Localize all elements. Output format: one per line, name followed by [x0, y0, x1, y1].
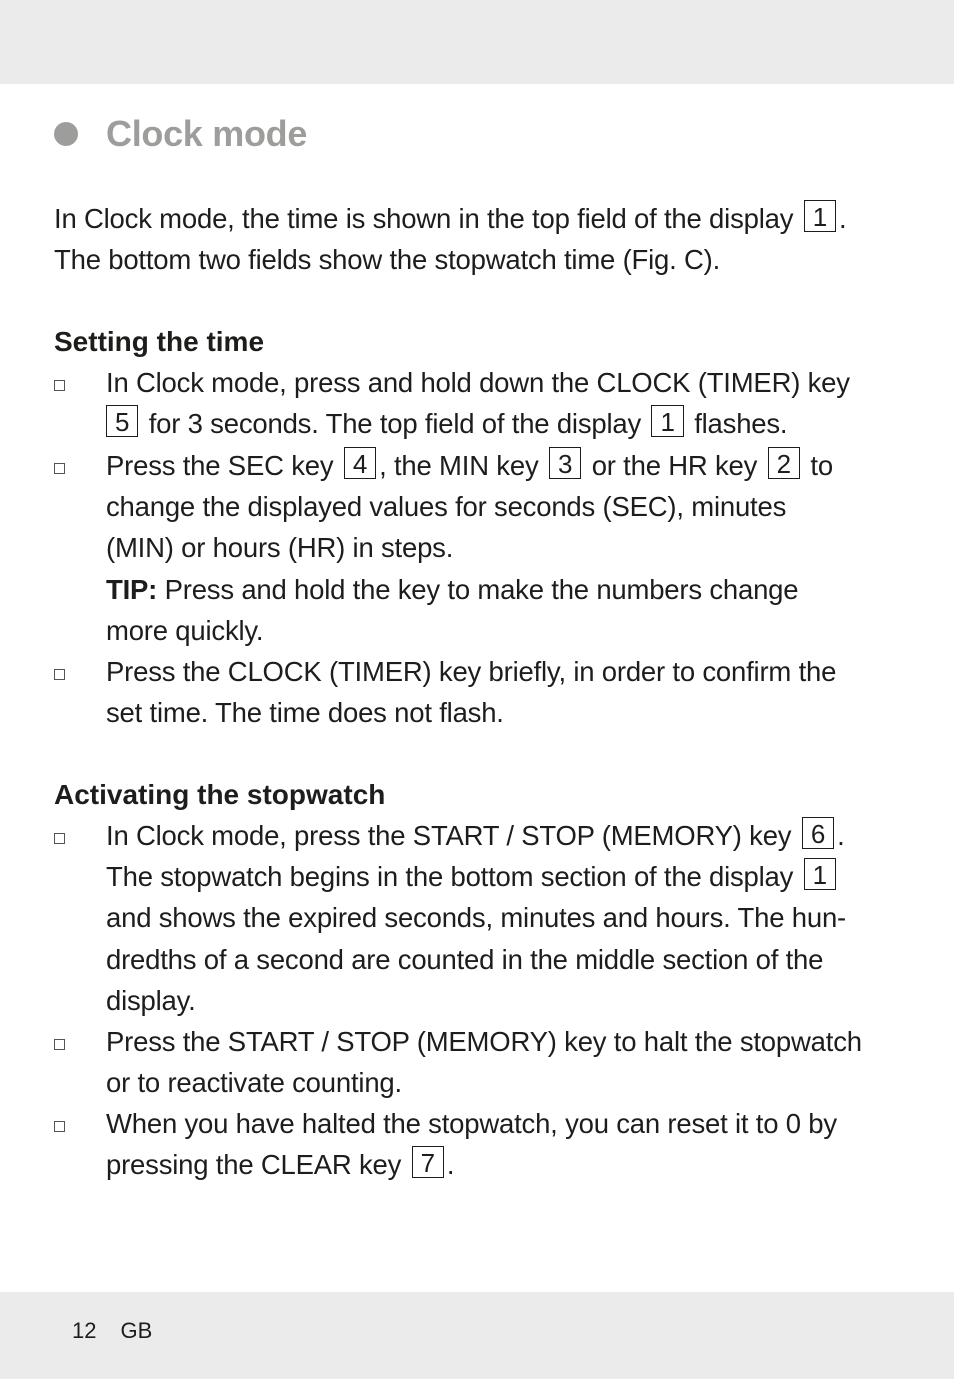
intro-text: . [838, 203, 847, 234]
text-line: and shows the expired seconds, minutes and hours. The hun- [106, 902, 847, 934]
intro-text: In Clock mode, the time is shown in the top field of the display [54, 203, 794, 234]
text-line: display. [106, 984, 196, 1016]
text: flashes. [694, 408, 788, 440]
text-line: or to reactivate counting. [106, 1067, 402, 1099]
title-row [54, 108, 307, 160]
text: . [837, 820, 845, 851]
text-line: (MIN) or hours (HR) in steps. [106, 532, 454, 564]
text: pressing the CLEAR key [106, 1149, 402, 1181]
text: Press and hold the key to make the numbers change [164, 573, 799, 605]
page-number: 12 [72, 1318, 97, 1343]
checkbox-bullet-icon [54, 1121, 65, 1132]
text-line [106, 445, 833, 486]
page-title: Clock mode [106, 113, 308, 154]
checkbox-bullet-icon [54, 463, 65, 474]
checkbox-bullet-icon [54, 380, 65, 391]
text: In Clock mode, press the START / STOP (MEMORY) key [106, 820, 792, 851]
footer [72, 1316, 176, 1346]
text: . [446, 1149, 455, 1181]
text-line: In Clock mode, press and hold down the CLOCK (TIMER) key [106, 367, 850, 398]
text: , the MIN key [379, 450, 539, 481]
text-line [106, 403, 850, 444]
section-heading-setting-time: Setting the time [54, 326, 265, 357]
text-line: more quickly. [106, 614, 264, 646]
text-line: When you have halted the stopwatch, you can reset it to 0 by [106, 1108, 837, 1139]
key-ref: 4 [344, 447, 376, 479]
list-item-text [106, 1021, 862, 1103]
header-band [0, 0, 954, 84]
text-line: Press the START / STOP (MEMORY) key to halt the stopwatch [106, 1026, 862, 1057]
list-item-text [106, 651, 836, 733]
list-item-text [106, 815, 846, 1021]
key-ref: 5 [106, 405, 138, 437]
text-line: change the displayed values for seconds (SEC), minutes [106, 491, 787, 523]
key-ref: 7 [412, 1146, 444, 1178]
text-line [106, 815, 846, 856]
intro-line-1 [54, 198, 846, 239]
tip-line [106, 569, 833, 610]
text: or the HR key [591, 450, 758, 481]
text-line: Press the CLOCK (TIMER) key briefly, in order to confirm the [106, 656, 837, 687]
tip-label: TIP: [106, 573, 158, 605]
checkbox-bullet-icon [54, 833, 65, 844]
text-line [106, 856, 846, 897]
list-item-text [106, 362, 850, 444]
key-ref: 2 [768, 447, 800, 479]
text-line: set time. The time does not flash. [106, 697, 504, 729]
text: Press the SEC key [106, 450, 334, 481]
key-ref: 6 [802, 817, 834, 849]
section-heading-stopwatch: Activating the stopwatch [54, 779, 386, 810]
list-item-text [106, 445, 833, 651]
text: to [810, 450, 833, 481]
key-ref: 1 [804, 858, 836, 890]
checkbox-bullet-icon [54, 669, 65, 680]
bullet-dot-icon [54, 122, 78, 146]
key-ref: 1 [651, 405, 683, 437]
key-ref: 3 [549, 447, 581, 479]
text-line: dredths of a second are counted in the middle section of the [106, 943, 824, 975]
key-ref: 1 [804, 200, 836, 232]
intro-line-2: The bottom two fields show the stopwatch time (Fig. C). [54, 244, 721, 275]
text-line [106, 1144, 837, 1185]
checkbox-bullet-icon [54, 1039, 65, 1050]
language-code: GB [120, 1318, 153, 1343]
text: for 3 seconds. The top field of the display [148, 408, 642, 440]
text: The stopwatch begins in the bottom section of the display [106, 861, 794, 893]
list-item-text [106, 1103, 837, 1185]
